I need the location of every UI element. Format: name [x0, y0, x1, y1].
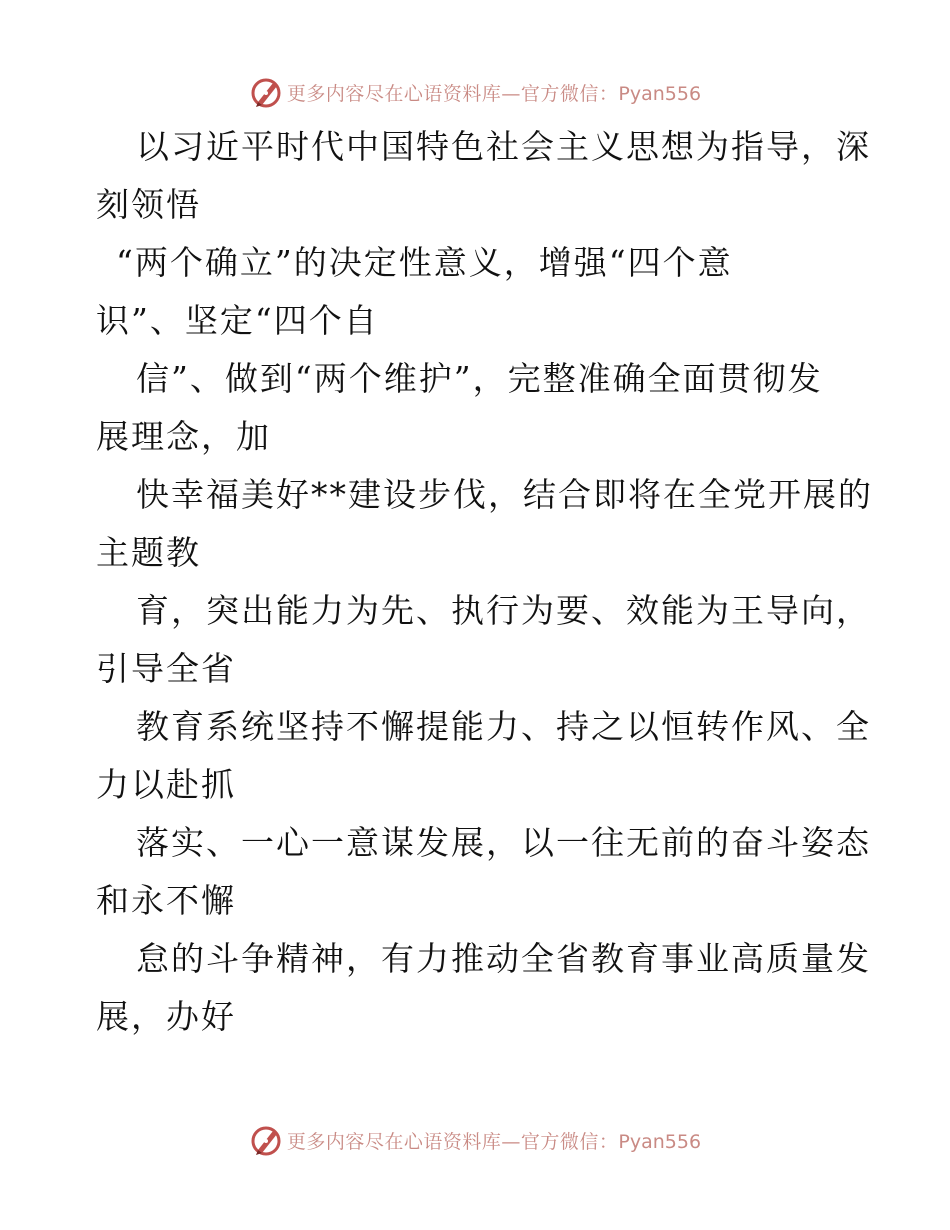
pen-logo-icon	[249, 75, 283, 109]
text-line: 怠的斗争精神，有力推动全省教育事业高质量发	[136, 939, 871, 978]
banner-text	[287, 1127, 701, 1154]
banner-text	[287, 79, 701, 106]
text-line: 主题教	[96, 533, 201, 572]
document-body	[96, 118, 876, 1046]
text-line: 识”、坚定“四个自	[96, 301, 379, 340]
banner-label: 更多内容尽在心语资料库—官方微信：	[286, 82, 619, 105]
text-line: 力以赴抓	[96, 765, 236, 804]
pen-logo-icon	[249, 1123, 283, 1157]
text-line: 以习近平时代中国特色社会主义思想为指导，深	[136, 127, 871, 166]
header-watermark-banner	[0, 72, 950, 112]
text-line: 信”、做到“两个维护”，完整准确全面贯彻发	[136, 359, 823, 398]
text-line: 落实、一心一意谋发展，以一往无前的奋斗姿态	[136, 823, 871, 862]
wechat-id: Pyan556	[618, 1130, 702, 1153]
text-line: “两个确立”的决定性意义，增强“四个意	[116, 243, 733, 282]
text-line: 教育系统坚持不懈提能力、持之以恒转作风、全	[136, 707, 871, 746]
banner-label: 更多内容尽在心语资料库—官方微信：	[286, 1130, 619, 1153]
footer-watermark-banner	[0, 1120, 950, 1160]
text-line: 展理念，加	[96, 417, 271, 456]
text-line: 展，办好	[96, 997, 236, 1036]
text-line: 和永不懈	[96, 881, 236, 920]
text-line: 引导全省	[96, 649, 236, 688]
wechat-id: Pyan556	[618, 82, 702, 105]
text-line: 快幸福美好**建设步伐，结合即将在全党开展的	[136, 475, 873, 514]
text-line: 刻领悟	[96, 185, 201, 224]
text-line: 育，突出能力为先、执行为要、效能为王导向，	[136, 591, 871, 630]
